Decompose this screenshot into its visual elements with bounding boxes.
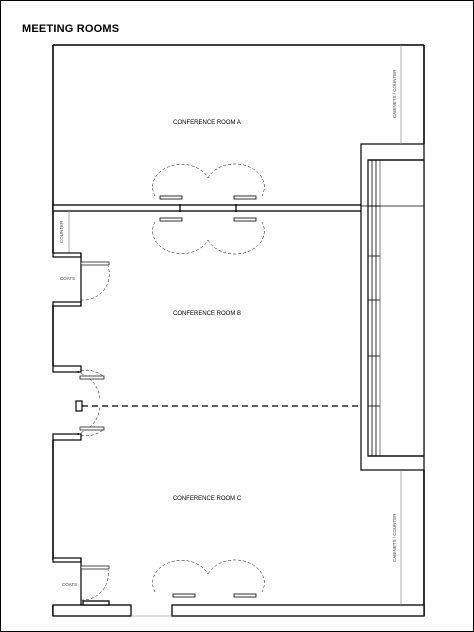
coat-closet-b-door [81,266,109,300]
coats-label-b: COATS [60,276,76,281]
bottom-wall [53,601,424,616]
coat-closet-b-door-leaf [81,262,109,265]
cabinets-counter-label-top: CABINETS / COUNTER [392,69,397,118]
wall-room-a-b [53,204,363,212]
door-leaves-bottom [173,594,256,597]
counter-label: COUNTER [59,220,64,243]
partition-pocket [76,401,82,411]
double-door-bottom [153,560,265,592]
side-door-leaves [80,376,104,430]
room-c-label: CONFERENCE ROOM C [172,496,242,502]
coat-closet-c-door [81,570,108,600]
page-title: MEETING ROOMS [22,23,120,35]
coat-closet-c-door-leaf [81,566,109,569]
window-bay [361,144,424,470]
cabinets-counter-label-bottom: CABINETS / COUNTER [392,513,397,562]
room-b-label: CONFERENCE ROOM B [172,311,242,317]
room-a-label: CONFERENCE ROOM A [173,120,241,126]
coats-label-c: COATS [62,582,78,587]
